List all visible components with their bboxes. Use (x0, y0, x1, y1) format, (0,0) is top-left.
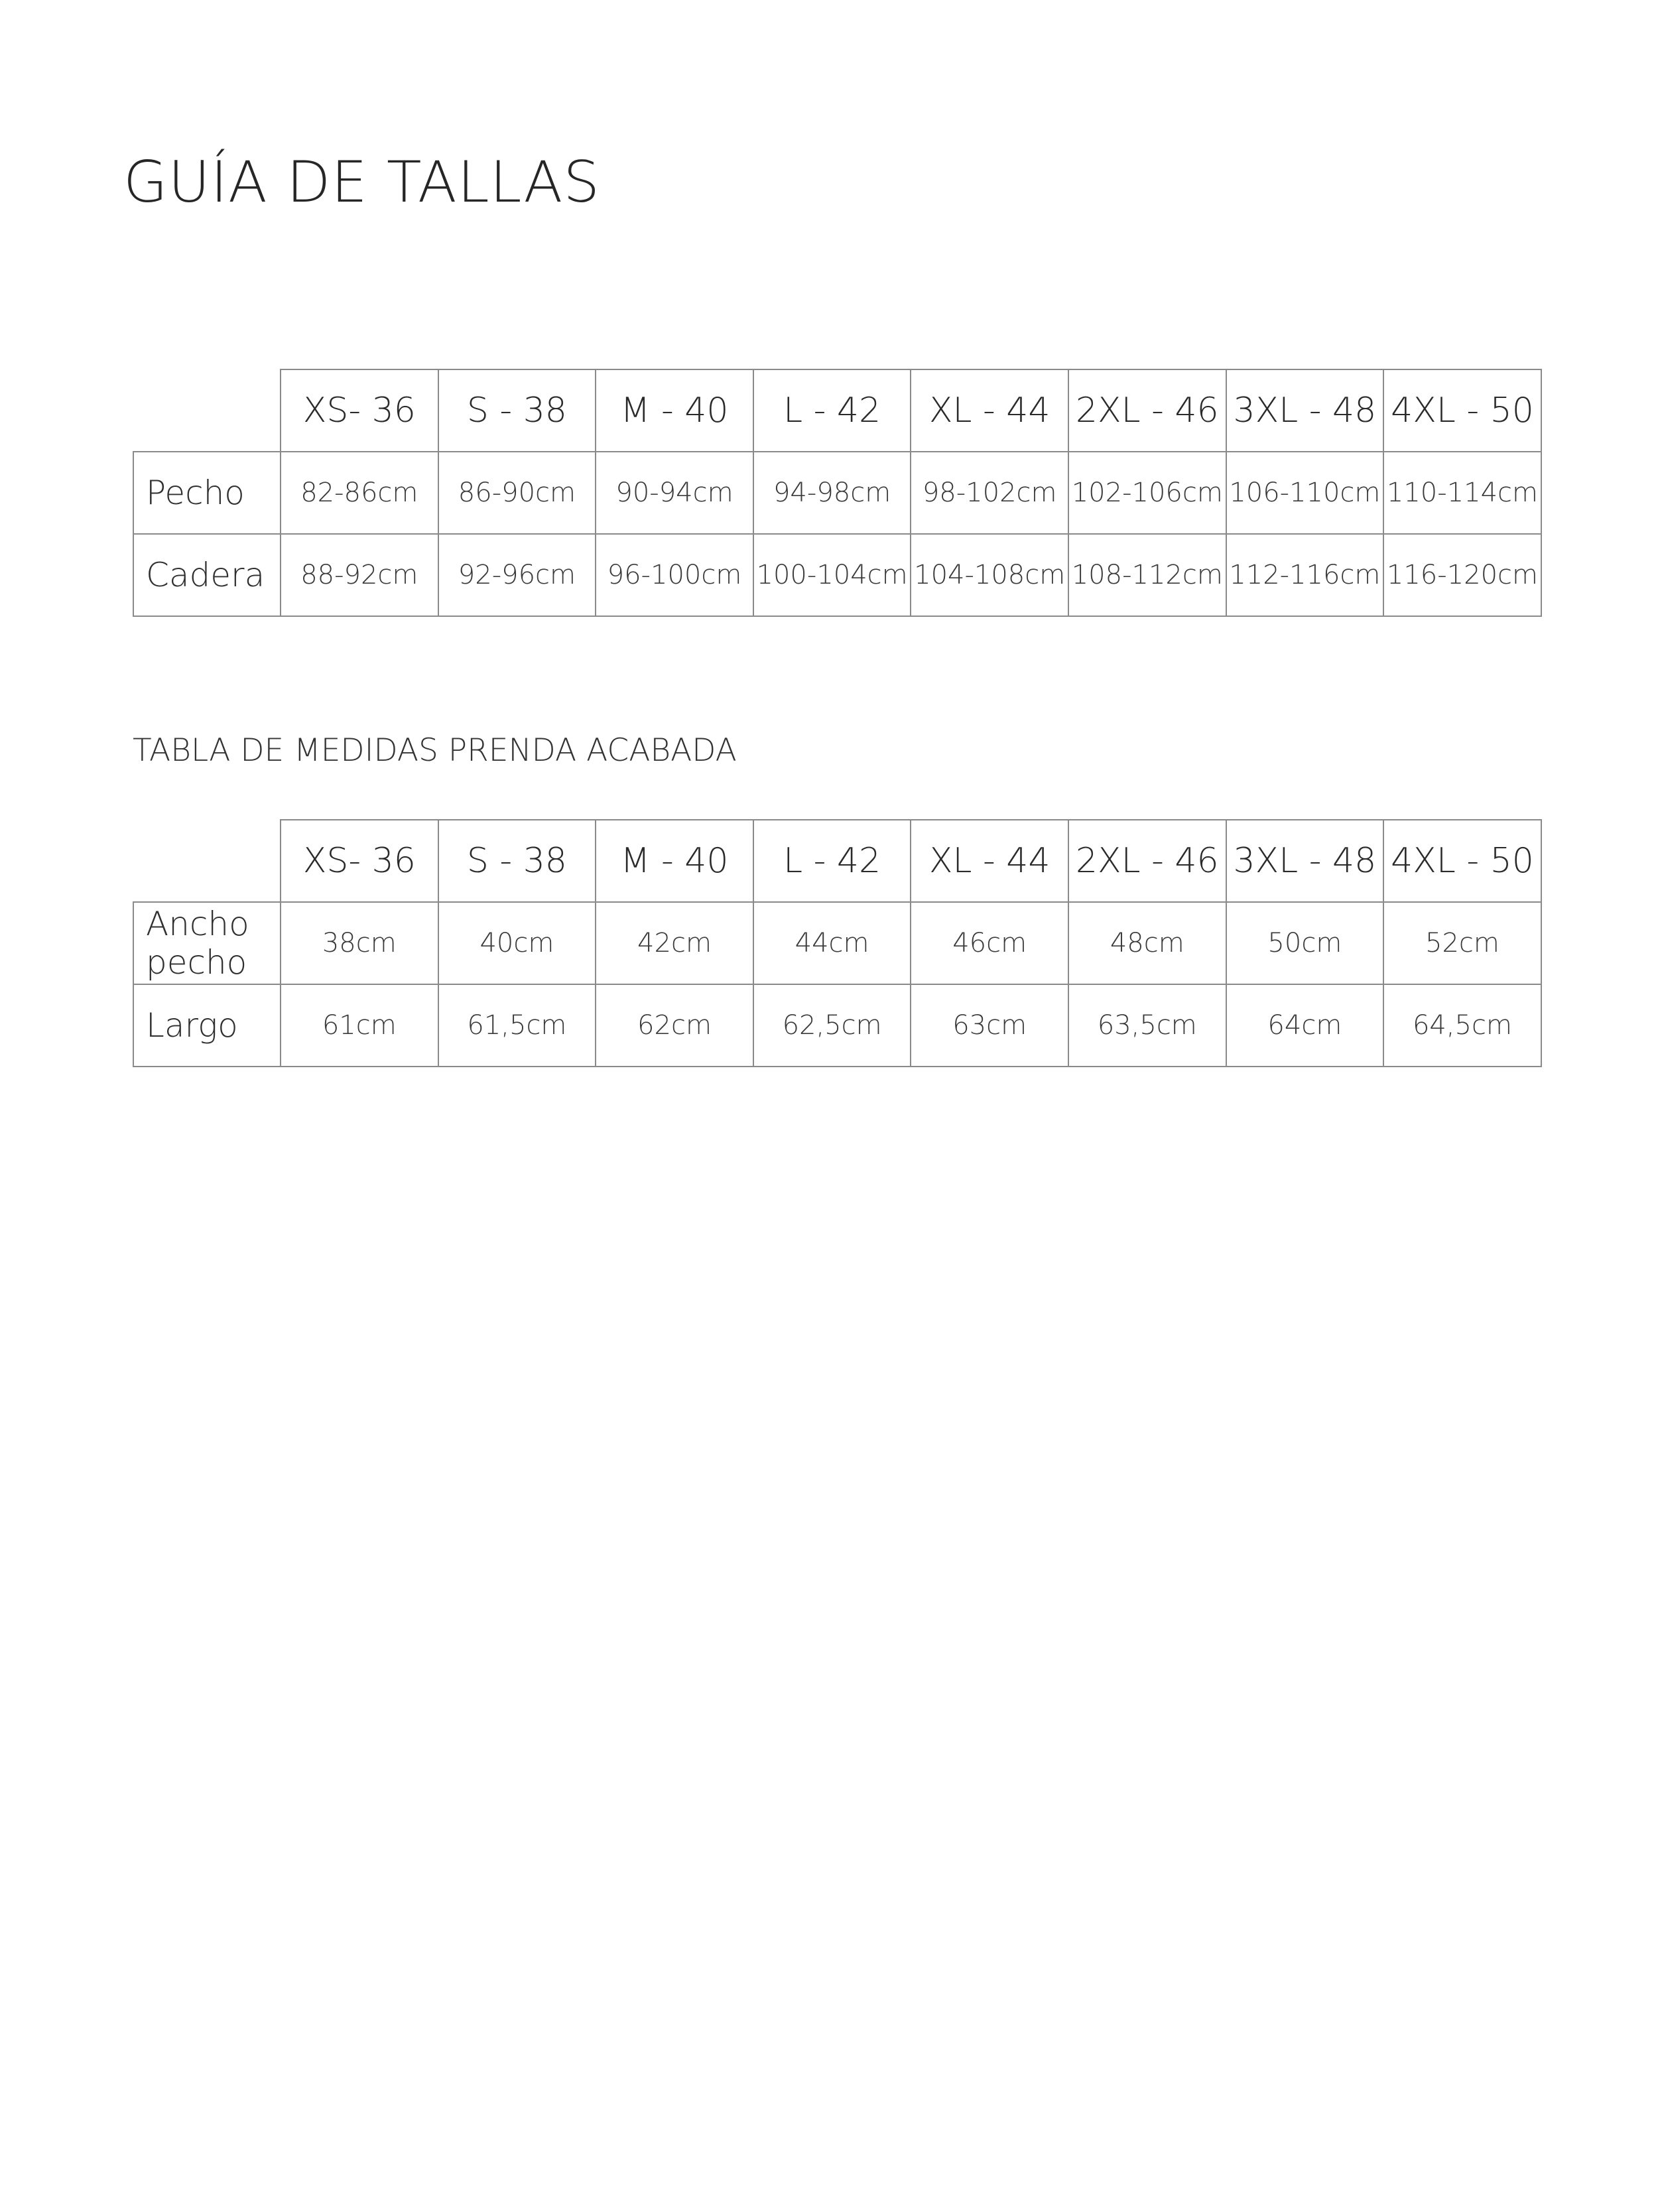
size-header: 3XL - 48 (1226, 369, 1384, 452)
size-header: XS- 36 (281, 820, 438, 902)
measurement-cell: 62cm (596, 984, 753, 1067)
measurement-cell: 112-116cm (1226, 534, 1384, 616)
size-guide-table (133, 369, 1542, 617)
measurement-cell: 61,5cm (438, 984, 596, 1067)
size-header: 3XL - 48 (1226, 820, 1384, 902)
measurement-cell: 94-98cm (753, 452, 911, 534)
measurement-cell: 92-96cm (438, 534, 596, 616)
size-header: XS- 36 (281, 369, 438, 452)
size-header: S - 38 (438, 820, 596, 902)
measurement-cell: 86-90cm (438, 452, 596, 534)
size-header: L - 42 (753, 820, 911, 902)
table-row (133, 902, 1541, 984)
size-header: 4XL - 50 (1383, 820, 1541, 902)
measurement-cell: 63,5cm (1068, 984, 1226, 1067)
measurement-cell: 102-106cm (1068, 452, 1226, 534)
measurement-cell: 116-120cm (1383, 534, 1541, 616)
size-header-row (133, 369, 1541, 452)
size-header: S - 38 (438, 369, 596, 452)
page-title: GUÍA DE TALLAS (123, 149, 600, 216)
size-header: M - 40 (596, 820, 753, 902)
measurement-cell: 38cm (281, 902, 438, 984)
measurement-cell: 106-110cm (1226, 452, 1384, 534)
size-header: L - 42 (753, 369, 911, 452)
measurement-cell: 108-112cm (1068, 534, 1226, 616)
table-row (133, 984, 1541, 1067)
finished-garment-table (133, 819, 1542, 1067)
table-row (133, 534, 1541, 616)
size-header: XL - 44 (911, 369, 1068, 452)
measurement-cell: 90-94cm (596, 452, 753, 534)
measurement-cell: 82-86cm (281, 452, 438, 534)
measurement-cell: 40cm (438, 902, 596, 984)
table-corner-cell (133, 369, 281, 452)
measurement-cell: 64cm (1226, 984, 1384, 1067)
measurement-cell: 48cm (1068, 902, 1226, 984)
measurement-cell: 88-92cm (281, 534, 438, 616)
measurement-cell: 104-108cm (911, 534, 1068, 616)
size-header-row (133, 820, 1541, 902)
size-header: M - 40 (596, 369, 753, 452)
measurement-cell: 62,5cm (753, 984, 911, 1067)
measurement-cell: 42cm (596, 902, 753, 984)
measurement-cell: 61cm (281, 984, 438, 1067)
size-header: 2XL - 46 (1068, 369, 1226, 452)
measurement-cell: 96-100cm (596, 534, 753, 616)
row-label-largo: Largo (133, 984, 281, 1067)
row-label-pecho: Pecho (133, 452, 281, 534)
section-subtitle: TABLA DE MEDIDAS PRENDA ACABADA (133, 732, 737, 769)
measurement-cell: 52cm (1383, 902, 1541, 984)
table-corner-cell (133, 820, 281, 902)
size-header: XL - 44 (911, 820, 1068, 902)
size-header: 4XL - 50 (1383, 369, 1541, 452)
measurement-cell: 98-102cm (911, 452, 1068, 534)
measurement-cell: 46cm (911, 902, 1068, 984)
measurement-cell: 44cm (753, 902, 911, 984)
row-label-ancho-pecho: Ancho pecho (133, 902, 281, 984)
table-row (133, 452, 1541, 534)
measurement-cell: 110-114cm (1383, 452, 1541, 534)
size-header: 2XL - 46 (1068, 820, 1226, 902)
measurement-cell: 100-104cm (753, 534, 911, 616)
measurement-cell: 63cm (911, 984, 1068, 1067)
row-label-cadera: Cadera (133, 534, 281, 616)
measurement-cell: 50cm (1226, 902, 1384, 984)
measurement-cell: 64,5cm (1383, 984, 1541, 1067)
